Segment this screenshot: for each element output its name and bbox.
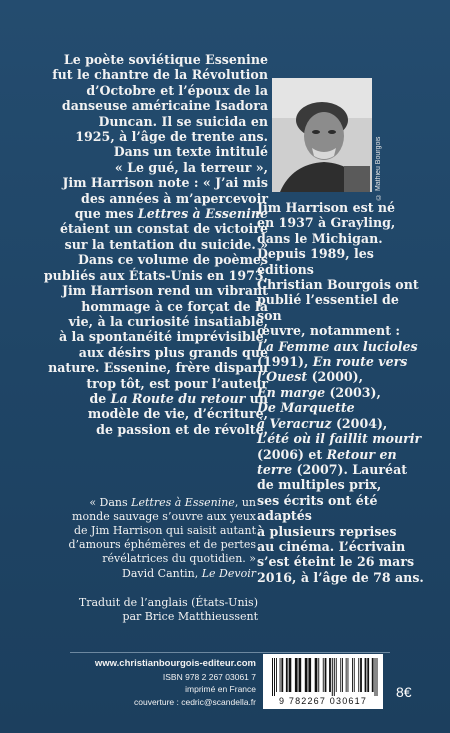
barcode-bar (352, 658, 353, 692)
text-segment: Jim Harrison note : « J’ai mis (62, 175, 268, 191)
italic-title: Lettres à Essenine (131, 496, 235, 509)
text-segment: ses écrits ont été adaptés (257, 492, 378, 524)
barcode-bar (375, 658, 376, 696)
text-segment: « Le gué, la terreur », (114, 159, 268, 175)
text-line (42, 406, 268, 421)
quote-author-name: David Cantin, (122, 567, 202, 580)
italic-title: La Route du retour (110, 390, 246, 406)
text-line (42, 160, 268, 175)
publisher-info (70, 658, 256, 708)
barcode-bar (358, 658, 359, 692)
text-segment: hommage à ce forçat de la (81, 298, 268, 314)
barcode-bar (308, 658, 311, 692)
text-segment: d’Octobre et l’époux de la (86, 82, 268, 98)
cover-credit-text: couverture : cedric@scandella.fr (133, 696, 256, 707)
text-line (42, 268, 268, 283)
footer-divider (70, 652, 390, 653)
text-segment: publiés aux États-Unis en 1973, (43, 267, 268, 283)
barcode-bar (332, 658, 333, 696)
italic-title: De Marquette (257, 400, 355, 416)
barcode-bar (372, 658, 374, 692)
text-segment: Duncan. Il se suicida en (98, 113, 268, 129)
text-segment: à la spontanéité imprévisible, (59, 329, 268, 345)
text-segment: sur la tentation du suicide. » (64, 236, 268, 252)
barcode-bar (323, 658, 324, 692)
text-line (257, 246, 427, 277)
printed-in-text: imprimé en France (185, 684, 256, 695)
synopsis-text (42, 52, 268, 437)
quote-author (60, 567, 256, 581)
text-segment: 2016, à l’âge de 78 ans. (257, 569, 424, 585)
text-line (42, 252, 268, 267)
text-line (42, 114, 268, 129)
barcode-bar (299, 658, 302, 692)
text-line (257, 339, 427, 354)
text-line (42, 329, 268, 344)
text-line (42, 67, 268, 82)
text-line (257, 215, 427, 230)
text-segment: Le poète soviétique Essenine (63, 52, 268, 67)
barcode-bar (336, 658, 337, 692)
barcode-bar (295, 658, 298, 692)
barcode-bar (342, 658, 343, 692)
text-line (257, 539, 427, 554)
text-line (42, 191, 268, 206)
author-biography (257, 200, 427, 585)
text-line (257, 385, 427, 400)
italic-title: L’été où il faillit mourir (257, 431, 422, 447)
price-label: 8€ (396, 684, 412, 700)
barcode-bar (280, 658, 281, 692)
text-segment: danseuse américaine Isadora (61, 98, 268, 114)
text-segment: de (89, 390, 111, 406)
text-segment: (1991), (257, 354, 313, 370)
text-segment: œuvre, notamment : (257, 323, 401, 339)
text-segment: (2007). Lauréat (292, 461, 408, 477)
quote-text (60, 496, 256, 566)
text-line (257, 477, 427, 492)
text-segment: révélatrices du quotidien. » (102, 552, 256, 565)
text-segment: Jim Harrison est né (257, 200, 396, 215)
text-segment: Jim Harrison rend un vibrant (62, 283, 268, 299)
text-line (42, 221, 268, 236)
barcode-bar (354, 658, 355, 692)
isbn-text: ISBN 978 2 267 03061 7 (162, 671, 256, 682)
barcode-bar (348, 658, 349, 692)
text-segment: vie, à la curiosité insatiable, (68, 313, 268, 329)
text-segment: un (245, 390, 268, 406)
text-line (257, 400, 427, 415)
italic-title: La Femme aux lucioles (257, 338, 418, 354)
translation-credit (60, 596, 258, 624)
text-line (257, 231, 427, 246)
barcode-bar (289, 658, 292, 692)
barcode-bar (325, 658, 327, 692)
text-segment: 1925, à l’âge de trente ans. (75, 129, 268, 145)
text-line (42, 314, 268, 329)
text-segment: à plusieurs reprises (257, 523, 397, 539)
text-line (257, 554, 427, 569)
text-line (60, 538, 256, 552)
text-line (42, 175, 268, 190)
author-portrait-image (272, 78, 372, 192)
text-segment: (2006) et (257, 446, 327, 462)
text-line (257, 200, 427, 215)
barcode-bar (305, 658, 308, 692)
text-segment: des années à m’apercevoir (81, 190, 268, 206)
publisher-website-link[interactable]: www.christianbourgois-editeur.com (94, 658, 256, 669)
italic-title: Retour en (326, 446, 397, 462)
text-line (42, 391, 268, 406)
text-segment: fut le chantre de la Révolution (52, 67, 268, 83)
text-line (42, 345, 268, 360)
quote-author-source: Le Devoir (201, 567, 256, 580)
text-line (42, 237, 268, 252)
text-segment: publié l’essentiel de son (257, 292, 399, 323)
text-line (257, 493, 427, 524)
text-segment: « Dans (89, 496, 132, 509)
text-segment: de multiples prix, (257, 477, 382, 493)
italic-title: Lettres à Essenine (137, 206, 268, 222)
text-line (257, 431, 427, 446)
text-line (42, 52, 268, 67)
text-line (42, 360, 268, 375)
text-segment: trop tôt, est pour l’auteur (86, 375, 268, 391)
text-line (257, 447, 427, 462)
text-line (42, 98, 268, 113)
text-segment: de Jim Harrison qui saisit autant (73, 524, 256, 537)
text-segment: (2004), (331, 415, 388, 431)
translation-line-2: par Brice Matthieussent (122, 610, 258, 623)
text-segment: (2003), (325, 384, 381, 400)
text-line (257, 416, 427, 431)
barcode-bar (365, 658, 367, 692)
author-photo (272, 78, 372, 192)
text-segment: Dans ce volume de poèmes (77, 252, 268, 268)
barcode-bar (286, 658, 288, 692)
text-segment: dans le Michigan. (257, 230, 383, 246)
text-line (257, 524, 427, 539)
photo-credit: © Mathieu Bourgois (375, 136, 382, 200)
barcode-bar (334, 658, 335, 696)
text-line (257, 277, 427, 292)
text-segment: d’amours éphémères et de pertes (68, 538, 256, 551)
text-segment: étaient un constat de victoire (60, 221, 268, 237)
text-segment: (2000), (307, 369, 363, 385)
text-line (257, 570, 427, 585)
text-line (42, 299, 268, 314)
barcode-bars (263, 654, 383, 698)
italic-title: l’Ouest (257, 369, 308, 385)
barcode-bar (272, 658, 273, 696)
text-segment: Depuis 1989, les éditions (257, 246, 374, 277)
text-line (42, 283, 268, 298)
translation-line-1: Traduit de l’anglais (États-Unis) (78, 596, 258, 609)
barcode-bar (360, 658, 362, 692)
text-line (257, 354, 427, 369)
text-line (42, 422, 268, 437)
text-line (42, 83, 268, 98)
text-segment: de passion et de révolte. (96, 421, 268, 437)
text-segment: modèle de vie, d’écriture, (87, 406, 268, 422)
barcode-bar (315, 658, 318, 692)
text-line (60, 510, 256, 524)
text-segment: monde sauvage s’ouvre aux yeux (72, 510, 256, 523)
text-line (257, 462, 427, 477)
barcode-bar (329, 658, 331, 692)
italic-title: En route vers (312, 354, 408, 370)
italic-title: En marge (257, 384, 326, 400)
text-line (42, 144, 268, 159)
text-segment: s’est éteint le 26 mars (257, 554, 415, 570)
text-line (60, 552, 256, 566)
text-line (42, 206, 268, 221)
text-line (60, 496, 256, 510)
text-segment: aux désirs plus grands que (78, 344, 268, 360)
barcode-bar (281, 658, 283, 692)
text-segment: en 1937 à Grayling, (257, 215, 396, 231)
barcode-bar (340, 658, 341, 692)
text-segment: au cinéma. L’écrivain (257, 538, 406, 554)
italic-title: à Veracruz (257, 415, 332, 431)
barcode-bar (318, 658, 319, 692)
italic-title: terre (257, 461, 293, 477)
barcode-bar (367, 658, 369, 692)
text-segment: Dans un texte intitulé (113, 144, 268, 160)
press-quote (60, 496, 256, 581)
text-line (257, 292, 427, 323)
text-segment: , un (234, 496, 256, 509)
barcode-bar (276, 658, 277, 692)
text-line (257, 369, 427, 384)
barcode-bar (274, 658, 275, 696)
text-segment: Christian Bourgois ont (257, 277, 419, 293)
text-line (60, 524, 256, 538)
text-segment: nature. Essenine, frère disparu (48, 360, 268, 376)
barcode (263, 654, 383, 709)
barcode-bar (377, 658, 378, 696)
text-line (257, 323, 427, 338)
barcode-digits: 9 782267 030617 (278, 696, 368, 706)
text-line (42, 376, 268, 391)
text-line (42, 129, 268, 144)
text-segment: que mes (74, 206, 138, 222)
barcode-bar (346, 658, 347, 692)
